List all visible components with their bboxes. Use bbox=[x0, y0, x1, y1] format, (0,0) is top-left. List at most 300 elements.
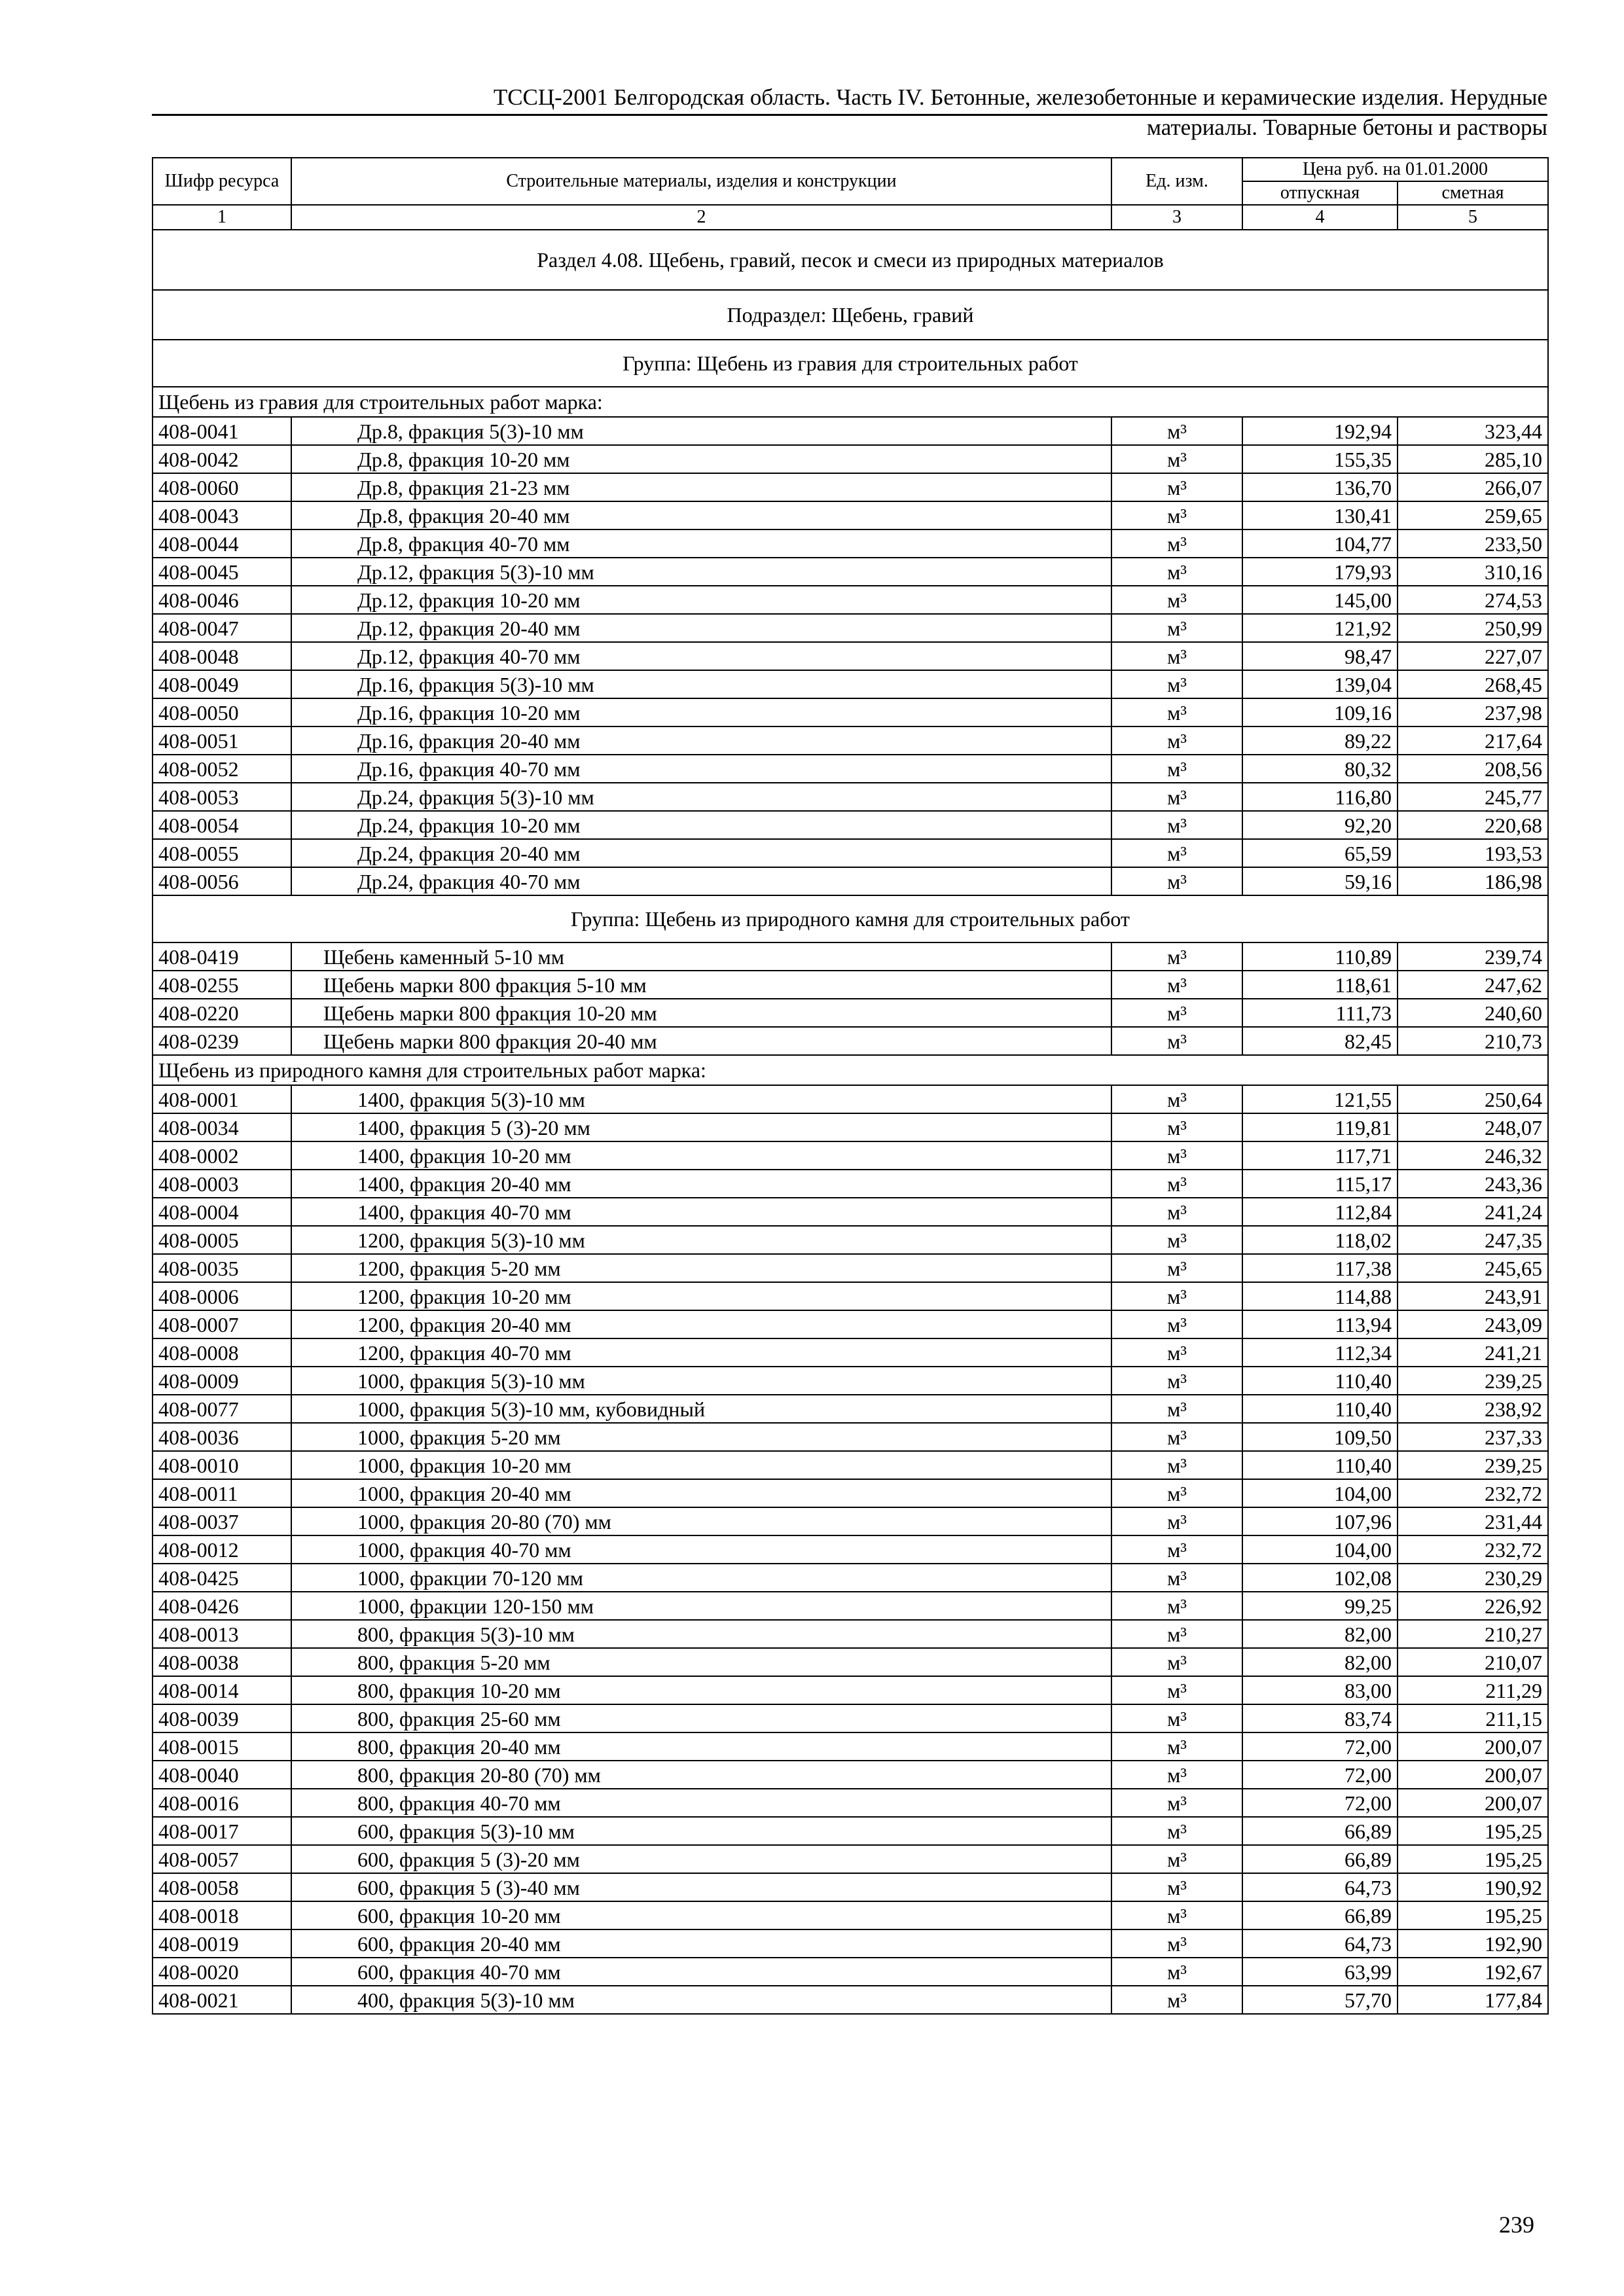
resource-code: 408-0013 bbox=[153, 1620, 291, 1648]
subsection-row bbox=[153, 290, 1548, 340]
resource-code: 408-0002 bbox=[153, 1141, 291, 1170]
unit: м³ bbox=[1111, 698, 1242, 726]
price-estimate: 266,07 bbox=[1398, 473, 1548, 501]
unit: м³ bbox=[1111, 642, 1242, 670]
table-row bbox=[153, 670, 1548, 698]
material-name: 1200, фракция 20-40 мм bbox=[291, 1310, 1111, 1338]
header-rule bbox=[152, 114, 1547, 116]
price-estimate: 211,15 bbox=[1398, 1704, 1548, 1732]
table-row bbox=[153, 1113, 1548, 1141]
table-row bbox=[153, 1592, 1548, 1620]
material-name: Др.16, фракция 5(3)-10 мм bbox=[291, 670, 1111, 698]
material-name: 800, фракция 10-20 мм bbox=[291, 1676, 1111, 1704]
price-release: 111,73 bbox=[1242, 999, 1398, 1027]
unit: м³ bbox=[1111, 1761, 1242, 1789]
table-row bbox=[153, 1367, 1548, 1395]
price-release: 192,94 bbox=[1242, 417, 1398, 445]
unit: м³ bbox=[1111, 1901, 1242, 1929]
price-release: 66,89 bbox=[1242, 1845, 1398, 1873]
unit: м³ bbox=[1111, 999, 1242, 1027]
material-name: 1000, фракция 5(3)-10 мм, кубовидный bbox=[291, 1395, 1111, 1423]
table-row bbox=[153, 642, 1548, 670]
material-name: Др.24, фракция 40-70 мм bbox=[291, 867, 1111, 895]
unit: м³ bbox=[1111, 1958, 1242, 1986]
material-name: 1200, фракция 10-20 мм bbox=[291, 1282, 1111, 1310]
unit: м³ bbox=[1111, 1564, 1242, 1592]
price-release: 145,00 bbox=[1242, 586, 1398, 614]
header-line-1: ТССЦ-2001 Белгородская область. Часть IV. Бетонные, железобетонные и керамические изделия. Нерудные bbox=[493, 84, 1547, 110]
material-name: 1000, фракция 10-20 мм bbox=[291, 1451, 1111, 1479]
unit: м³ bbox=[1111, 1113, 1242, 1141]
table-row bbox=[153, 1873, 1548, 1901]
unit: м³ bbox=[1111, 1507, 1242, 1535]
table-row bbox=[153, 971, 1548, 999]
col-number: 2 bbox=[291, 205, 1111, 230]
resource-code: 408-0005 bbox=[153, 1226, 291, 1254]
price-release: 110,40 bbox=[1242, 1451, 1398, 1479]
price-estimate: 186,98 bbox=[1398, 867, 1548, 895]
price-release: 119,81 bbox=[1242, 1113, 1398, 1141]
material-name: 1400, фракция 40-70 мм bbox=[291, 1198, 1111, 1226]
resource-code: 408-0426 bbox=[153, 1592, 291, 1620]
table-row bbox=[153, 1929, 1548, 1958]
price-release: 66,89 bbox=[1242, 1901, 1398, 1929]
table-row bbox=[153, 614, 1548, 642]
material-name: Щебень марки 800 фракция 10-20 мм bbox=[291, 999, 1111, 1027]
unit: м³ bbox=[1111, 1479, 1242, 1507]
material-name: 1400, фракция 5(3)-10 мм bbox=[291, 1085, 1111, 1113]
unit: м³ bbox=[1111, 1141, 1242, 1170]
price-estimate: 240,60 bbox=[1398, 999, 1548, 1027]
price-estimate: 195,25 bbox=[1398, 1901, 1548, 1929]
material-name: 1000, фракция 20-40 мм bbox=[291, 1479, 1111, 1507]
subheading-text: Щебень из природного камня для строительных работ марка: bbox=[153, 1055, 1548, 1085]
material-name: Др.16, фракция 10-20 мм bbox=[291, 698, 1111, 726]
table-row bbox=[153, 1282, 1548, 1310]
col-number: 5 bbox=[1398, 205, 1548, 230]
material-name: 1000, фракция 20-80 (70) мм bbox=[291, 1507, 1111, 1535]
page-header bbox=[152, 82, 1547, 143]
price-release: 109,16 bbox=[1242, 698, 1398, 726]
unit: м³ bbox=[1111, 1592, 1242, 1620]
material-name: Др.12, фракция 5(3)-10 мм bbox=[291, 558, 1111, 586]
material-name: 1200, фракция 5(3)-10 мм bbox=[291, 1226, 1111, 1254]
material-name: 800, фракция 20-80 (70) мм bbox=[291, 1761, 1111, 1789]
resource-code: 408-0419 bbox=[153, 942, 291, 971]
table-row bbox=[153, 755, 1548, 783]
price-estimate: 268,45 bbox=[1398, 670, 1548, 698]
table-row bbox=[153, 1620, 1548, 1648]
price-release: 112,34 bbox=[1242, 1338, 1398, 1367]
resource-code: 408-0057 bbox=[153, 1845, 291, 1873]
price-release: 113,94 bbox=[1242, 1310, 1398, 1338]
material-name: 1000, фракция 5-20 мм bbox=[291, 1423, 1111, 1451]
table-row bbox=[153, 1423, 1548, 1451]
resource-code: 408-0017 bbox=[153, 1817, 291, 1845]
resource-code: 408-0009 bbox=[153, 1367, 291, 1395]
unit: м³ bbox=[1111, 1423, 1242, 1451]
material-name: 1400, фракция 20-40 мм bbox=[291, 1170, 1111, 1198]
material-name: 600, фракция 5 (3)-20 мм bbox=[291, 1845, 1111, 1873]
unit: м³ bbox=[1111, 1789, 1242, 1817]
price-estimate: 241,24 bbox=[1398, 1198, 1548, 1226]
unit: м³ bbox=[1111, 783, 1242, 811]
header-line-2: материалы. Товарные бетоны и растворы bbox=[1146, 115, 1547, 140]
price-release: 64,73 bbox=[1242, 1929, 1398, 1958]
price-release: 64,73 bbox=[1242, 1873, 1398, 1901]
table-row bbox=[153, 1845, 1548, 1873]
table-row bbox=[153, 1226, 1548, 1254]
price-release: 115,17 bbox=[1242, 1170, 1398, 1198]
col-header-name: Строительные материалы, изделия и конструкции bbox=[291, 158, 1111, 205]
price-release: 72,00 bbox=[1242, 1789, 1398, 1817]
price-release: 63,99 bbox=[1242, 1958, 1398, 1986]
resource-code: 408-0011 bbox=[153, 1479, 291, 1507]
col-number: 1 bbox=[153, 205, 291, 230]
price-estimate: 248,07 bbox=[1398, 1113, 1548, 1141]
subheading-row bbox=[153, 387, 1548, 417]
col-header-release: отпускная bbox=[1242, 181, 1398, 205]
price-release: 179,93 bbox=[1242, 558, 1398, 586]
resource-code: 408-0058 bbox=[153, 1873, 291, 1901]
price-release: 110,40 bbox=[1242, 1367, 1398, 1395]
price-release: 82,00 bbox=[1242, 1620, 1398, 1648]
price-release: 82,00 bbox=[1242, 1648, 1398, 1676]
table-row bbox=[153, 1027, 1548, 1055]
table-row bbox=[153, 1817, 1548, 1845]
price-estimate: 243,36 bbox=[1398, 1170, 1548, 1198]
resource-code: 408-0041 bbox=[153, 417, 291, 445]
table-row bbox=[153, 501, 1548, 529]
unit: м³ bbox=[1111, 1310, 1242, 1338]
material-name: 800, фракция 5(3)-10 мм bbox=[291, 1620, 1111, 1648]
resource-code: 408-0010 bbox=[153, 1451, 291, 1479]
price-estimate: 247,62 bbox=[1398, 971, 1548, 999]
unit: м³ bbox=[1111, 445, 1242, 473]
price-release: 116,80 bbox=[1242, 783, 1398, 811]
table-row bbox=[153, 783, 1548, 811]
price-estimate: 192,67 bbox=[1398, 1958, 1548, 1986]
price-release: 104,00 bbox=[1242, 1535, 1398, 1564]
table-row bbox=[153, 558, 1548, 586]
material-name: Щебень марки 800 фракция 20-40 мм bbox=[291, 1027, 1111, 1055]
price-estimate: 250,64 bbox=[1398, 1085, 1548, 1113]
table-row bbox=[153, 1507, 1548, 1535]
material-name: 800, фракция 25-60 мм bbox=[291, 1704, 1111, 1732]
table-row bbox=[153, 1761, 1548, 1789]
subheading-row bbox=[153, 1055, 1548, 1085]
resource-code: 408-0060 bbox=[153, 473, 291, 501]
table-row bbox=[153, 417, 1548, 445]
unit: м³ bbox=[1111, 1676, 1242, 1704]
price-estimate: 285,10 bbox=[1398, 445, 1548, 473]
price-release: 83,74 bbox=[1242, 1704, 1398, 1732]
material-name: Др.16, фракция 20-40 мм bbox=[291, 726, 1111, 755]
unit: м³ bbox=[1111, 971, 1242, 999]
table-row bbox=[153, 942, 1548, 971]
price-estimate: 195,25 bbox=[1398, 1817, 1548, 1845]
material-name: Др.24, фракция 10-20 мм bbox=[291, 811, 1111, 839]
table-row bbox=[153, 1676, 1548, 1704]
resource-code: 408-0036 bbox=[153, 1423, 291, 1451]
price-release: 92,20 bbox=[1242, 811, 1398, 839]
resource-code: 408-0039 bbox=[153, 1704, 291, 1732]
resource-code: 408-0239 bbox=[153, 1027, 291, 1055]
price-estimate: 243,91 bbox=[1398, 1282, 1548, 1310]
unit: м³ bbox=[1111, 501, 1242, 529]
price-release: 155,35 bbox=[1242, 445, 1398, 473]
unit: м³ bbox=[1111, 1395, 1242, 1423]
resource-code: 408-0015 bbox=[153, 1732, 291, 1761]
resource-code: 408-0037 bbox=[153, 1507, 291, 1535]
table-row bbox=[153, 1141, 1548, 1170]
col-header-unit: Ед. изм. bbox=[1111, 158, 1242, 205]
unit: м³ bbox=[1111, 614, 1242, 642]
resource-code: 408-0055 bbox=[153, 839, 291, 867]
table-row bbox=[153, 1479, 1548, 1507]
price-estimate: 190,92 bbox=[1398, 1873, 1548, 1901]
table-row bbox=[153, 1338, 1548, 1367]
price-release: 65,59 bbox=[1242, 839, 1398, 867]
price-release: 121,92 bbox=[1242, 614, 1398, 642]
price-release: 139,04 bbox=[1242, 670, 1398, 698]
price-release: 110,89 bbox=[1242, 942, 1398, 971]
price-estimate: 241,21 bbox=[1398, 1338, 1548, 1367]
unit: м³ bbox=[1111, 867, 1242, 895]
material-name: 600, фракция 10-20 мм bbox=[291, 1901, 1111, 1929]
resource-code: 408-0018 bbox=[153, 1901, 291, 1929]
price-estimate: 230,29 bbox=[1398, 1564, 1548, 1592]
price-estimate: 274,53 bbox=[1398, 586, 1548, 614]
resource-code: 408-0004 bbox=[153, 1198, 291, 1226]
unit: м³ bbox=[1111, 1085, 1242, 1113]
material-name: 1000, фракции 120-150 мм bbox=[291, 1592, 1111, 1620]
material-name: Щебень марки 800 фракция 5-10 мм bbox=[291, 971, 1111, 999]
price-release: 59,16 bbox=[1242, 867, 1398, 895]
price-estimate: 239,25 bbox=[1398, 1451, 1548, 1479]
price-estimate: 217,64 bbox=[1398, 726, 1548, 755]
price-release: 104,00 bbox=[1242, 1479, 1398, 1507]
table-row bbox=[153, 1564, 1548, 1592]
group-title: Группа: Щебень из природного камня для строительных работ bbox=[153, 895, 1548, 942]
price-estimate: 232,72 bbox=[1398, 1479, 1548, 1507]
price-release: 57,70 bbox=[1242, 1986, 1398, 2014]
price-estimate: 200,07 bbox=[1398, 1761, 1548, 1789]
table-row bbox=[153, 839, 1548, 867]
resource-code: 408-0255 bbox=[153, 971, 291, 999]
price-estimate: 310,16 bbox=[1398, 558, 1548, 586]
unit: м³ bbox=[1111, 1845, 1242, 1873]
price-estimate: 245,65 bbox=[1398, 1254, 1548, 1282]
unit: м³ bbox=[1111, 1535, 1242, 1564]
price-estimate: 239,74 bbox=[1398, 942, 1548, 971]
table-row bbox=[153, 1535, 1548, 1564]
resource-code: 408-0053 bbox=[153, 783, 291, 811]
table-row bbox=[153, 1170, 1548, 1198]
table-row bbox=[153, 726, 1548, 755]
section-row bbox=[153, 230, 1548, 290]
material-name: 600, фракция 5(3)-10 мм bbox=[291, 1817, 1111, 1845]
table-row bbox=[153, 445, 1548, 473]
group-title: Группа: Щебень из гравия для строительных работ bbox=[153, 340, 1548, 387]
col-number: 3 bbox=[1111, 205, 1242, 230]
table-row bbox=[153, 1732, 1548, 1761]
resource-code: 408-0045 bbox=[153, 558, 291, 586]
material-name: Щебень каменный 5-10 мм bbox=[291, 942, 1111, 971]
material-name: Др.12, фракция 40-70 мм bbox=[291, 642, 1111, 670]
resource-code: 408-0046 bbox=[153, 586, 291, 614]
resource-code: 408-0043 bbox=[153, 501, 291, 529]
col-header-code: Шифр ресурса bbox=[153, 158, 291, 205]
price-estimate: 238,92 bbox=[1398, 1395, 1548, 1423]
material-name: Др.24, фракция 20-40 мм bbox=[291, 839, 1111, 867]
price-release: 99,25 bbox=[1242, 1592, 1398, 1620]
material-name: Др.8, фракция 21-23 мм bbox=[291, 473, 1111, 501]
price-estimate: 227,07 bbox=[1398, 642, 1548, 670]
price-estimate: 177,84 bbox=[1398, 1986, 1548, 2014]
price-estimate: 232,72 bbox=[1398, 1535, 1548, 1564]
material-name: 1400, фракция 5 (3)-20 мм bbox=[291, 1113, 1111, 1141]
price-release: 130,41 bbox=[1242, 501, 1398, 529]
material-name: 1400, фракция 10-20 мм bbox=[291, 1141, 1111, 1170]
material-name: Др.12, фракция 10-20 мм bbox=[291, 586, 1111, 614]
unit: м³ bbox=[1111, 1338, 1242, 1367]
table-row bbox=[153, 473, 1548, 501]
material-name: Др.8, фракция 20-40 мм bbox=[291, 501, 1111, 529]
table-row bbox=[153, 586, 1548, 614]
price-estimate: 192,90 bbox=[1398, 1929, 1548, 1958]
price-estimate: 237,33 bbox=[1398, 1423, 1548, 1451]
unit: м³ bbox=[1111, 1648, 1242, 1676]
table-row bbox=[153, 1789, 1548, 1817]
price-release: 104,77 bbox=[1242, 529, 1398, 558]
unit: м³ bbox=[1111, 473, 1242, 501]
material-name: Др.8, фракция 5(3)-10 мм bbox=[291, 417, 1111, 445]
group-row bbox=[153, 895, 1548, 942]
material-name: 1000, фракция 40-70 мм bbox=[291, 1535, 1111, 1564]
table-row bbox=[153, 1986, 1548, 2014]
subsection-title: Подраздел: Щебень, гравий bbox=[153, 290, 1548, 340]
price-release: 98,47 bbox=[1242, 642, 1398, 670]
unit: м³ bbox=[1111, 1198, 1242, 1226]
resource-code: 408-0052 bbox=[153, 755, 291, 783]
price-estimate: 211,29 bbox=[1398, 1676, 1548, 1704]
table-body bbox=[153, 230, 1548, 2014]
material-name: 600, фракция 40-70 мм bbox=[291, 1958, 1111, 1986]
unit: м³ bbox=[1111, 1704, 1242, 1732]
price-estimate: 200,07 bbox=[1398, 1732, 1548, 1761]
resource-code: 408-0049 bbox=[153, 670, 291, 698]
price-release: 112,84 bbox=[1242, 1198, 1398, 1226]
table-row bbox=[153, 1395, 1548, 1423]
material-name: 1200, фракция 5-20 мм bbox=[291, 1254, 1111, 1282]
price-estimate: 243,09 bbox=[1398, 1310, 1548, 1338]
unit: м³ bbox=[1111, 1929, 1242, 1958]
material-name: Др.24, фракция 5(3)-10 мм bbox=[291, 783, 1111, 811]
table-row bbox=[153, 1310, 1548, 1338]
price-release: 118,02 bbox=[1242, 1226, 1398, 1254]
table-row bbox=[153, 1451, 1548, 1479]
price-release: 72,00 bbox=[1242, 1761, 1398, 1789]
price-estimate: 323,44 bbox=[1398, 417, 1548, 445]
price-estimate: 195,25 bbox=[1398, 1845, 1548, 1873]
material-name: 600, фракция 5 (3)-40 мм bbox=[291, 1873, 1111, 1901]
table-row bbox=[153, 999, 1548, 1027]
resource-code: 408-0016 bbox=[153, 1789, 291, 1817]
resource-code: 408-0035 bbox=[153, 1254, 291, 1282]
material-name: 1000, фракция 5(3)-10 мм bbox=[291, 1367, 1111, 1395]
unit: м³ bbox=[1111, 1620, 1242, 1648]
resource-code: 408-0008 bbox=[153, 1338, 291, 1367]
resource-code: 408-0220 bbox=[153, 999, 291, 1027]
price-estimate: 237,98 bbox=[1398, 698, 1548, 726]
price-release: 110,40 bbox=[1242, 1395, 1398, 1423]
price-release: 89,22 bbox=[1242, 726, 1398, 755]
group-row bbox=[153, 340, 1548, 387]
resource-code: 408-0054 bbox=[153, 811, 291, 839]
resource-code: 408-0038 bbox=[153, 1648, 291, 1676]
table-row bbox=[153, 811, 1548, 839]
price-release: 117,71 bbox=[1242, 1141, 1398, 1170]
unit: м³ bbox=[1111, 1226, 1242, 1254]
price-release: 80,32 bbox=[1242, 755, 1398, 783]
table-row bbox=[153, 529, 1548, 558]
material-name: 800, фракция 20-40 мм bbox=[291, 1732, 1111, 1761]
material-name: Др.12, фракция 20-40 мм bbox=[291, 614, 1111, 642]
resource-code: 408-0003 bbox=[153, 1170, 291, 1198]
unit: м³ bbox=[1111, 942, 1242, 971]
resource-code: 408-0020 bbox=[153, 1958, 291, 1986]
price-estimate: 247,35 bbox=[1398, 1226, 1548, 1254]
table-row bbox=[153, 698, 1548, 726]
unit: м³ bbox=[1111, 670, 1242, 698]
page-number: 239 bbox=[1499, 2212, 1534, 2238]
resource-code: 408-0425 bbox=[153, 1564, 291, 1592]
unit: м³ bbox=[1111, 558, 1242, 586]
resource-code: 408-0007 bbox=[153, 1310, 291, 1338]
material-name: Др.8, фракция 10-20 мм bbox=[291, 445, 1111, 473]
resource-code: 408-0050 bbox=[153, 698, 291, 726]
unit: м³ bbox=[1111, 1873, 1242, 1901]
resource-code: 408-0034 bbox=[153, 1113, 291, 1141]
unit: м³ bbox=[1111, 1451, 1242, 1479]
price-release: 109,50 bbox=[1242, 1423, 1398, 1451]
unit: м³ bbox=[1111, 529, 1242, 558]
unit: м³ bbox=[1111, 1282, 1242, 1310]
price-estimate: 239,25 bbox=[1398, 1367, 1548, 1395]
price-estimate: 231,44 bbox=[1398, 1507, 1548, 1535]
price-estimate: 193,53 bbox=[1398, 839, 1548, 867]
unit: м³ bbox=[1111, 586, 1242, 614]
col-header-price: Цена руб. на 01.01.2000 bbox=[1242, 158, 1548, 181]
resource-code: 408-0048 bbox=[153, 642, 291, 670]
unit: м³ bbox=[1111, 1986, 1242, 2014]
resource-code: 408-0019 bbox=[153, 1929, 291, 1958]
table-row bbox=[153, 1704, 1548, 1732]
resource-code: 408-0047 bbox=[153, 614, 291, 642]
table-row bbox=[153, 1648, 1548, 1676]
price-release: 107,96 bbox=[1242, 1507, 1398, 1535]
price-estimate: 245,77 bbox=[1398, 783, 1548, 811]
unit: м³ bbox=[1111, 1170, 1242, 1198]
unit: м³ bbox=[1111, 1817, 1242, 1845]
price-estimate: 200,07 bbox=[1398, 1789, 1548, 1817]
price-release: 82,45 bbox=[1242, 1027, 1398, 1055]
table-row bbox=[153, 1198, 1548, 1226]
price-estimate: 259,65 bbox=[1398, 501, 1548, 529]
resource-code: 408-0012 bbox=[153, 1535, 291, 1564]
col-header-estimate: сметная bbox=[1398, 181, 1548, 205]
